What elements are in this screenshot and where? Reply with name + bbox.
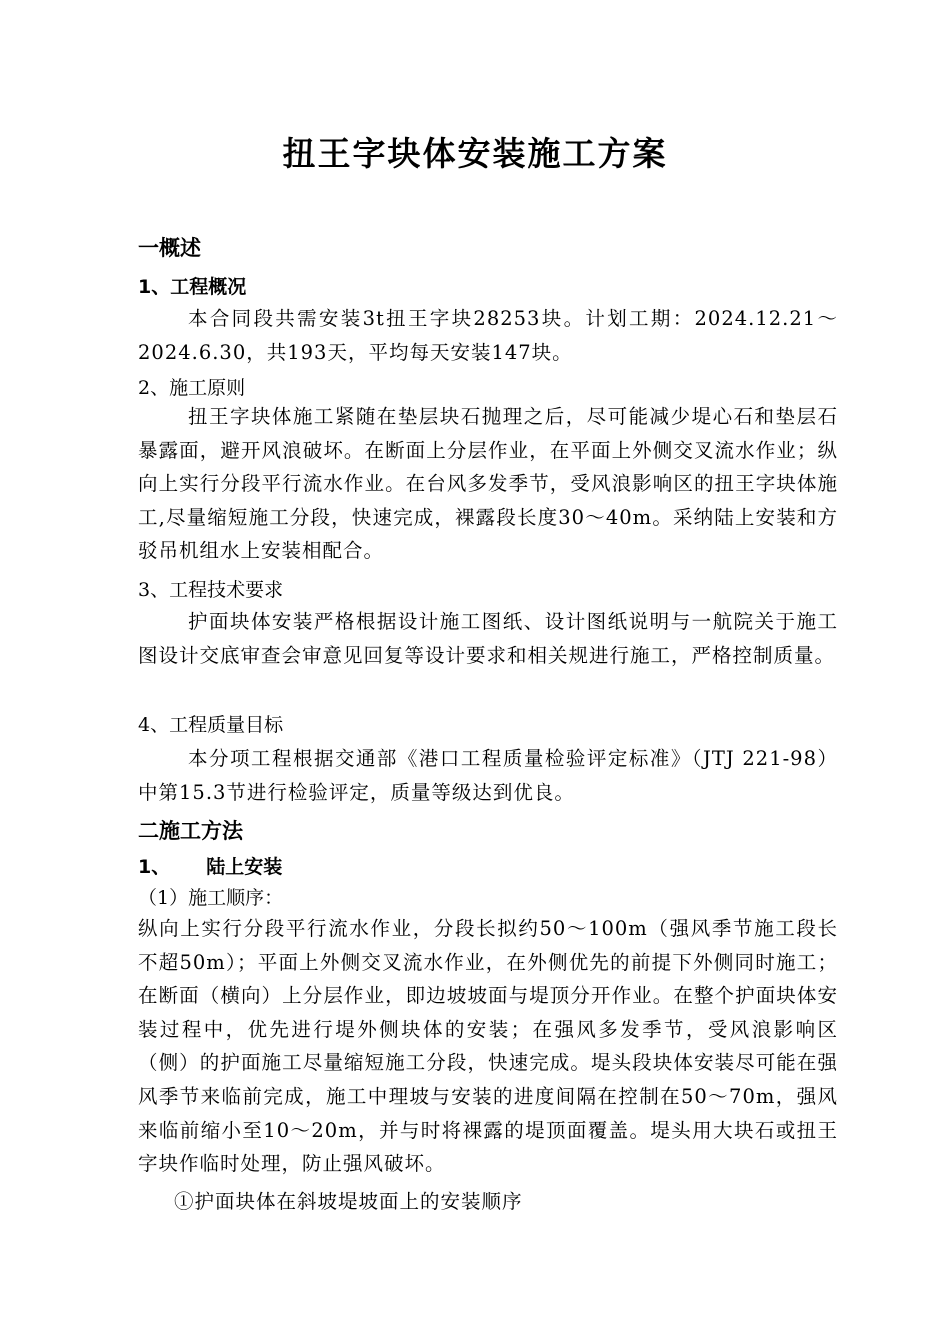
subsection-heading-technical-requirements: 3、工程技术要求 (138, 579, 284, 601)
step-label-construction-sequence: （1）施工顺序： (138, 887, 284, 909)
paragraph-quality-target: 本分项工程根据交通部《港口工程质量检验评定标准》（JTJ 221-98）中第15.3节进行检验评定，质量等级达到优良。 (138, 747, 838, 804)
subsection-number: 1、 (138, 856, 171, 878)
paragraph-project-overview: 本合同段共需安装3t扭王字块28253块。计划工期：2024.12.21～2024.6.30，共193天，平均每天安装147块。 (138, 307, 838, 364)
paragraph-technical-requirements: 护面块体安装严格根据设计施工图纸、设计图纸说明与一航院关于施工图设计交底审查会审意见回复等设计要求和相关规进行施工，严格控制质量。 (138, 610, 838, 667)
subsection-heading-quality-target: 4、工程质量目标 (138, 714, 284, 736)
paragraph-construction-sequence: 纵向上实行分段平行流水作业，分段长拟约50～100m（强风季节施工段长不超50m）；平面上外侧交叉流水作业，在外侧优先的前提下外侧同时施工；在断面（横向）上分层作业，即边坡坡面与堤顶分开作业。在整个护面块体安装过程中，优先进行堤外侧块体的安装；在强风多发季节，受风浪影响区（侧）的护面施工尽量缩短施工分段，快速完成。堤头段块体安装尽可能在强风季节来临前完成，施工中理坡与安装的进度间隔在控制在50～70m，强风来临前缩小至10～20m，并与时将裸露的堤顶面覆盖。堤头用大块石或扭王字块作临时处理，防止强风破坏。 (138, 917, 838, 1176)
list-item-slope-installation-order: ①护面块体在斜坡堤坡面上的安装顺序 (174, 1190, 523, 1213)
subsection-heading-principles: 2、施工原则 (138, 377, 246, 399)
subsection-title: 陆上安装 (206, 856, 283, 878)
subsection-heading-land-installation (138, 852, 282, 879)
subsection-heading-project-overview: 1、工程概况 (138, 276, 247, 298)
document-title: 扭王字块体安装施工方案 (282, 134, 668, 173)
paragraph-principles: 扭王字块体施工紧随在垫层块石抛理之后，尽可能减少堤心石和垫层石暴露面，避开风浪破坏。在断面上分层作业，在平面上外侧交叉流水作业；纵向上实行分段平行流水作业。在台风多发季节，受风浪影响区的扭王字块体施工,尽量缩短施工分段，快速完成，裸露段长度30～40m。采纳陆上安装和方驳吊机组水上安装相配合。 (138, 405, 838, 563)
section-heading-overview: 一概述 (138, 236, 201, 260)
section-heading-construction-method: 二施工方法 (138, 819, 243, 843)
